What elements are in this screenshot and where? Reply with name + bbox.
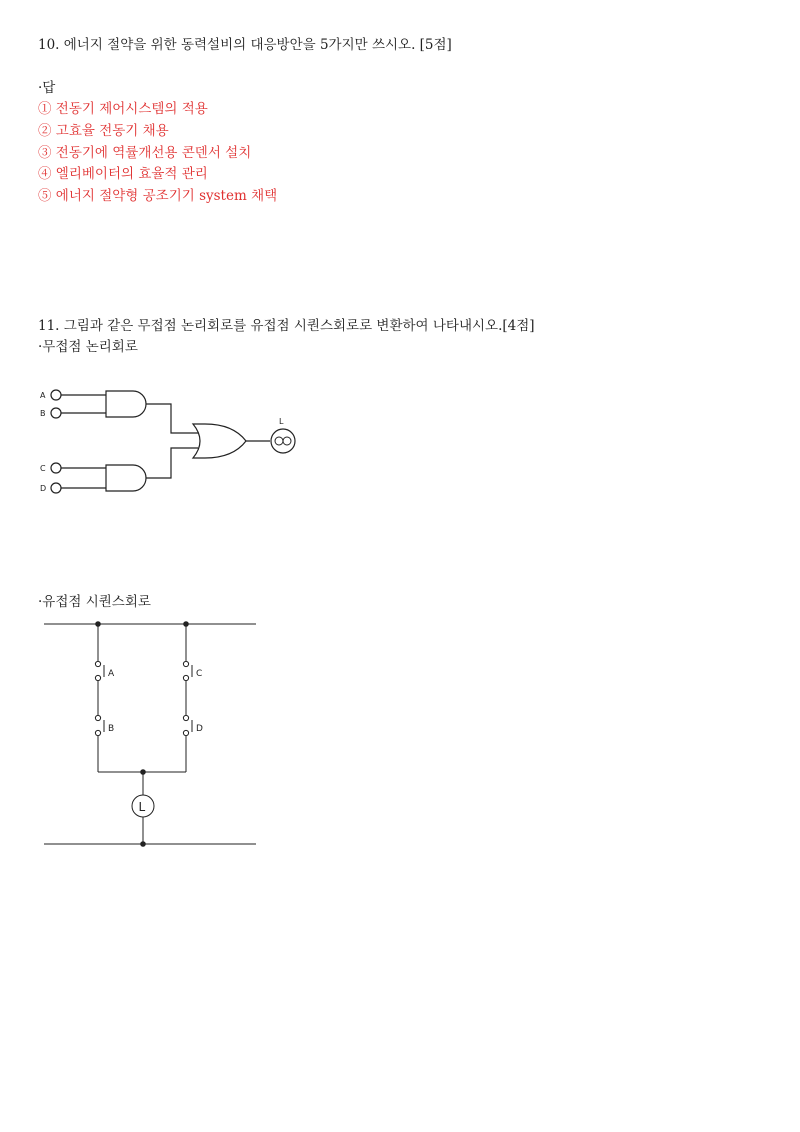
- q10-answer-4: ④ 엘리베이터의 효율적 관리: [38, 166, 208, 182]
- lamp-label: L: [279, 417, 284, 426]
- contact-label-d: D: [196, 724, 203, 734]
- input-terminal-d: [51, 483, 61, 493]
- input-terminal-a: [51, 390, 61, 400]
- input-terminal-c: [51, 463, 61, 473]
- q10-answer-3: ③ 전동기에 역률개선용 콘덴서 설치: [38, 145, 252, 161]
- and-gate-2: [106, 465, 146, 491]
- q10-answer-label: ·답: [38, 80, 56, 96]
- or-gate: [193, 424, 246, 458]
- q11-relay-label: ·유접점 시퀀스회로: [38, 594, 151, 610]
- q11-question: 11. 그림과 같은 무접점 논리회로를 유접점 시퀀스회로로 변환하여 나타내시오.[4점]: [38, 318, 535, 334]
- input-label-a: A: [40, 391, 46, 400]
- input-terminal-b: [51, 408, 61, 418]
- input-label-c: C: [40, 464, 46, 473]
- q10-answer-2: ② 고효율 전동기 채용: [38, 123, 169, 139]
- relay-lamp-label: L: [138, 800, 146, 814]
- contact-label-b: B: [108, 724, 115, 734]
- input-label-d: D: [40, 484, 47, 493]
- q10-question: 10. 에너지 절약을 위한 동력설비의 대응방안을 5가지만 쓰시오. [5점]: [38, 37, 452, 53]
- q11-logic-label: ·무접점 논리회로: [38, 339, 138, 355]
- q10-answer-1: ① 전동기 제어시스템의 적용: [38, 101, 208, 117]
- contact-label-c: C: [196, 669, 203, 679]
- contact-label-a: A: [108, 669, 115, 679]
- q10-answer-5: ⑤ 에너지 절약형 공조기기 system 채택: [38, 188, 278, 204]
- and-gate-1: [106, 391, 146, 417]
- input-label-b: B: [40, 409, 46, 418]
